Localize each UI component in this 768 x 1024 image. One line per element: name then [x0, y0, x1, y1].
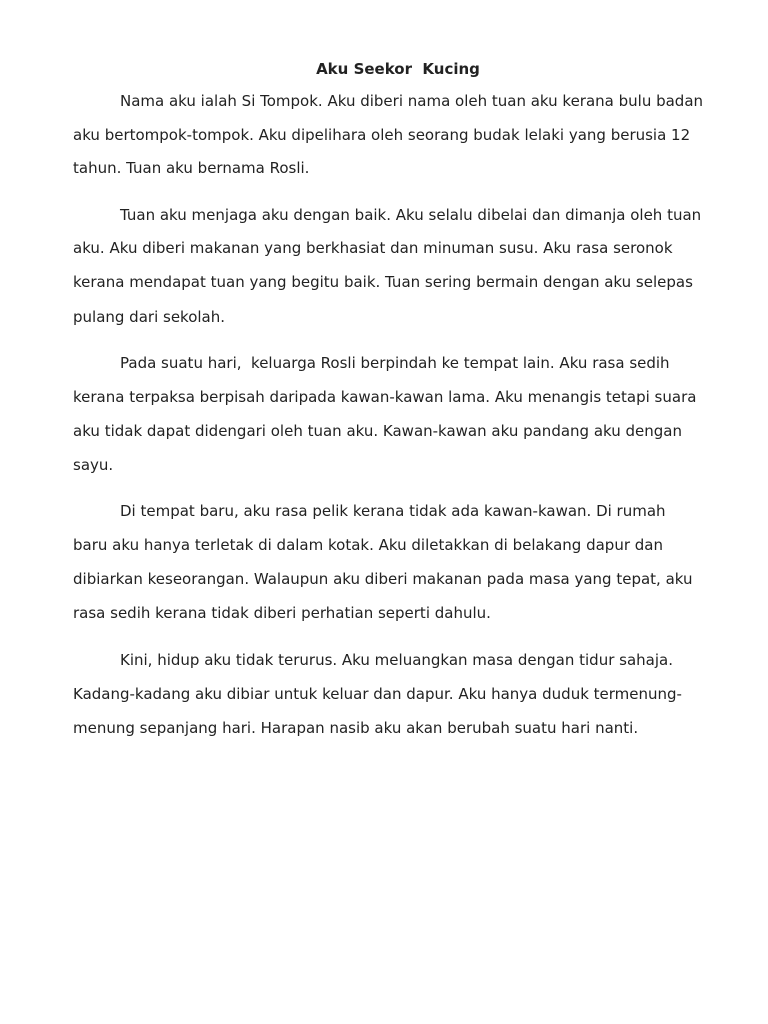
- paragraph-5-line-3: menung sepanjang hari. Harapan nasib aku akan berubah suatu hari nanti.: [73, 719, 639, 737]
- paragraph-1-line-1: Nama aku ialah Si Tompok. Aku diberi nama oleh tuan aku kerana bulu badan: [120, 92, 704, 110]
- paragraph-2-line-1: Tuan aku menjaga aku dengan baik. Aku selalu dibelai dan dimanja oleh tuan: [120, 206, 702, 224]
- paragraph-4-line-4: rasa sedih kerana tidak diberi perhatian seperti dahulu.: [73, 604, 491, 622]
- paragraph-1-line-3: tahun. Tuan aku bernama Rosli.: [73, 159, 310, 177]
- paragraph-2-line-2: aku. Aku diberi makanan yang berkhasiat dan minuman susu. Aku rasa seronok: [73, 239, 673, 257]
- paragraph-2-line-3: kerana mendapat tuan yang begitu baik. Tuan sering bermain dengan aku selepas: [73, 273, 693, 291]
- paragraph-2-line-4: pulang dari sekolah.: [73, 308, 226, 326]
- paragraph-5-line-2: Kadang-kadang aku dibiar untuk keluar dan dapur. Aku hanya duduk termenung-: [73, 685, 682, 703]
- paragraph-3-line-3: aku tidak dapat didengari oleh tuan aku. Kawan-kawan aku pandang aku dengan: [73, 422, 682, 440]
- paragraph-3-line-4: sayu.: [73, 456, 114, 474]
- paragraph-3-line-2: kerana terpaksa berpisah daripada kawan-kawan lama. Aku menangis tetapi suara: [73, 388, 697, 406]
- paragraph-5-line-1: Kini, hidup aku tidak terurus. Aku meluangkan masa dengan tidur sahaja.: [120, 651, 673, 669]
- paragraph-3-line-1: Pada suatu hari, keluarga Rosli berpindah ke tempat lain. Aku rasa sedih: [120, 354, 670, 372]
- paragraph-4-line-3: dibiarkan keseorangan. Walaupun aku diberi makanan pada masa yang tepat, aku: [73, 570, 693, 588]
- paragraph-4-line-1: Di tempat baru, aku rasa pelik kerana tidak ada kawan-kawan. Di rumah: [120, 502, 666, 520]
- paragraph-4-line-2: baru aku hanya terletak di dalam kotak. Aku diletakkan di belakang dapur dan: [73, 536, 663, 554]
- document-title: Aku Seekor Kucing: [316, 60, 480, 78]
- paragraph-1-line-2: aku bertompok-tompok. Aku dipelihara oleh seorang budak lelaki yang berusia 12: [73, 126, 691, 144]
